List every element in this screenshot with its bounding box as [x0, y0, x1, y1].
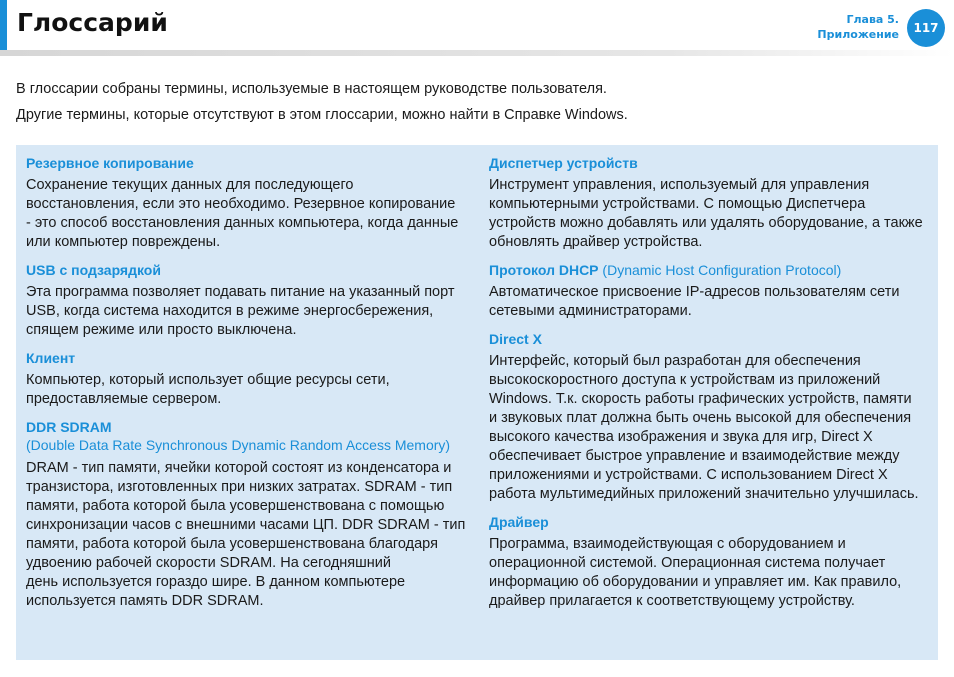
glossary-term-direct-x — [489, 330, 929, 504]
chapter-name: Приложение — [817, 28, 899, 41]
term-title: Протокол DHCP — [489, 262, 599, 278]
header-divider — [0, 50, 954, 56]
term-title-row — [489, 261, 929, 279]
term-title: USB с подзарядкой — [26, 262, 161, 278]
term-description: DRAM - тип памяти, ячейки которой состоят из конденсатора и транзистора, изготовленных при низких затратах. SDRAM - тип памяти, работа которой была усовершенствована с помощью синхронизации часов с внешними часами ЦП. DDR SDRAM - тип памяти, работа которой была усовершенствована благодаря удвоению рабочей скорости SDRAM. На сегодняшний день используется гораздо шире. В данном компьютере используется память DDR SDRAM. — [26, 460, 466, 609]
term-expansion: (Double Data Rate Synchronous Dynamic Random Access Memory) — [26, 437, 451, 453]
term-description: Инструмент управления, используемый для управления компьютерными устройствами. С помощью Диспетчера устройств можно добавлять или удалять оборудование, а также обновлять драйвер устройства. — [489, 177, 923, 250]
term-title: Клиент — [26, 350, 76, 366]
term-description: Интерфейс, который был разработан для обеспечения высокоскоростного доступа к устройствам из приложений Windows. Т.к. скорость работы графических устройств, памяти и звуковых плат должна быть очень высокой для обеспечения высокого качества изображения и звука для игр, Direct X обеспечивает быстрое управление и взаимодействие между приложениями и устройствами. С использованием Direct X работа мультимедийных приложений значительно улучшилась. — [489, 353, 919, 502]
term-description: Автоматическое присвоение IP-адресов пользователям сети сетевыми администраторами. — [489, 284, 900, 319]
term-title: Резервное копирование — [26, 155, 194, 171]
term-description: Эта программа позволяет подавать питание на указанный порт USB, когда система находится в режиме энергосбережения, спящем режиме или просто выключена. — [26, 284, 455, 338]
page-title: Глоссарий — [17, 8, 168, 37]
glossary-term-usb-charging — [26, 261, 466, 340]
header-accent-bar — [0, 0, 7, 52]
term-title: DDR SDRAM — [26, 419, 112, 435]
term-title: Диспетчер устройств — [489, 155, 638, 171]
intro-line-1: В глоссарии собраны термины, используемые в настоящем руководстве пользователя. — [16, 81, 607, 97]
glossary-term-device-manager — [489, 154, 929, 252]
glossary-term-client — [26, 349, 466, 409]
glossary-column-right — [489, 154, 929, 620]
term-description: Сохранение текущих данных для последующего восстановления, если это необходимо. Резервное копирование - это способ восстановления данных компьютера, когда данные или компьютер повреждены. — [26, 177, 459, 250]
term-title: Direct X — [489, 331, 542, 347]
glossary-column-left — [26, 154, 466, 620]
chapter-label — [817, 12, 899, 42]
glossary-term-dhcp — [489, 261, 929, 321]
intro-line-2: Другие термины, которые отсутствуют в этом глоссарии, можно найти в Справке Windows. — [16, 107, 628, 123]
term-expansion: (Dynamic Host Configuration Protocol) — [598, 262, 842, 278]
chapter-number: Глава 5. — [846, 13, 899, 26]
glossary-term-driver — [489, 513, 929, 611]
glossary-panel — [16, 145, 938, 660]
page-number-badge: 117 — [907, 9, 945, 47]
term-description: Компьютер, который использует общие ресурсы сети, предоставляемые сервером. — [26, 372, 390, 407]
glossary-term-backup — [26, 154, 466, 252]
glossary-term-ddr-sdram — [26, 418, 466, 611]
term-description: Программа, взаимодействующая с оборудованием и операционной системой. Операционная система получает информацию об оборудовании и управляет им. Как правило, драйвер прилагается к соответствующему устройству. — [489, 536, 902, 609]
term-title: Драйвер — [489, 514, 549, 530]
intro-text — [16, 80, 936, 132]
